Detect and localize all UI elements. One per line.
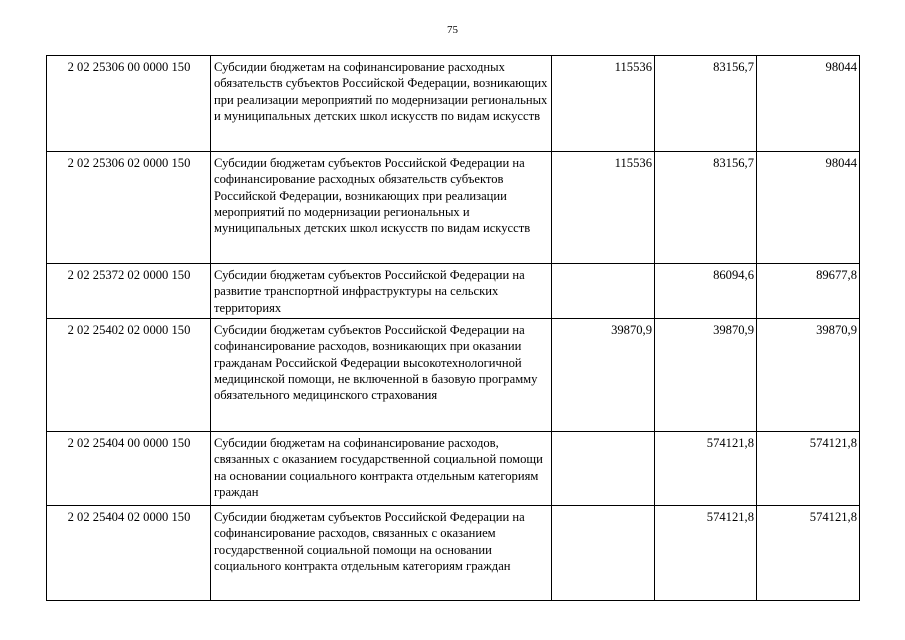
revenue-name: Субсидии бюджетам на софинансирование расходов, связанных с оказанием государственной социальной помощи на основании социального контракта отдельным категориям граждан <box>211 432 552 506</box>
amount-col-1: 115536 <box>552 56 655 152</box>
table-row <box>47 56 860 152</box>
table-row <box>47 152 860 264</box>
table-row <box>47 264 860 319</box>
table-row <box>47 432 860 506</box>
revenue-name: Субсидии бюджетам на софинансирование расходных обязательств субъектов Российской Федерации, возникающих при реализации мероприятий по модернизации региональных и муниципальных детских школ искусств по видам искусств <box>211 56 552 152</box>
amount-col-3: 98044 <box>757 56 860 152</box>
table-row <box>47 506 860 601</box>
amount-col-2: 83156,7 <box>655 152 757 264</box>
amount-col-3: 98044 <box>757 152 860 264</box>
amount-col-2: 574121,8 <box>655 506 757 601</box>
budget-revenue-table <box>46 55 860 601</box>
revenue-name: Субсидии бюджетам субъектов Российской Федерации на софинансирование расходных обязательств субъектов Российской Федерации, возникающих при реализации мероприятий по модернизации региональных и муниципальных детских школ искусств по видам искусств <box>211 152 552 264</box>
amount-col-1 <box>552 506 655 601</box>
budget-code: 2 02 25404 02 0000 150 <box>47 506 211 601</box>
budget-code: 2 02 25372 02 0000 150 <box>47 264 211 319</box>
budget-code: 2 02 25404 00 0000 150 <box>47 432 211 506</box>
amount-col-1 <box>552 264 655 319</box>
budget-code: 2 02 25402 02 0000 150 <box>47 319 211 432</box>
budget-code: 2 02 25306 00 0000 150 <box>47 56 211 152</box>
amount-col-2: 39870,9 <box>655 319 757 432</box>
revenue-name: Субсидии бюджетам субъектов Российской Федерации на развитие транспортной инфраструктуры на сельских территориях <box>211 264 552 319</box>
table-row <box>47 319 860 432</box>
budget-code: 2 02 25306 02 0000 150 <box>47 152 211 264</box>
page-number: 75 <box>447 24 458 36</box>
revenue-name: Субсидии бюджетам субъектов Российской Федерации на софинансирование расходов, возникающих при оказании гражданам Российской Федерации высокотехнологичной медицинской помощи, не включенной в базовую программу обязательного медицинского страхования <box>211 319 552 432</box>
amount-col-2: 574121,8 <box>655 432 757 506</box>
amount-col-1: 39870,9 <box>552 319 655 432</box>
amount-col-3: 89677,8 <box>757 264 860 319</box>
amount-col-3: 574121,8 <box>757 432 860 506</box>
revenue-name: Субсидии бюджетам субъектов Российской Федерации на софинансирование расходов, связанных с оказанием государственной социальной помощи на основании социального контракта отдельным категориям граждан <box>211 506 552 601</box>
amount-col-1 <box>552 432 655 506</box>
amount-col-2: 83156,7 <box>655 56 757 152</box>
amount-col-3: 39870,9 <box>757 319 860 432</box>
amount-col-2: 86094,6 <box>655 264 757 319</box>
amount-col-3: 574121,8 <box>757 506 860 601</box>
amount-col-1: 115536 <box>552 152 655 264</box>
